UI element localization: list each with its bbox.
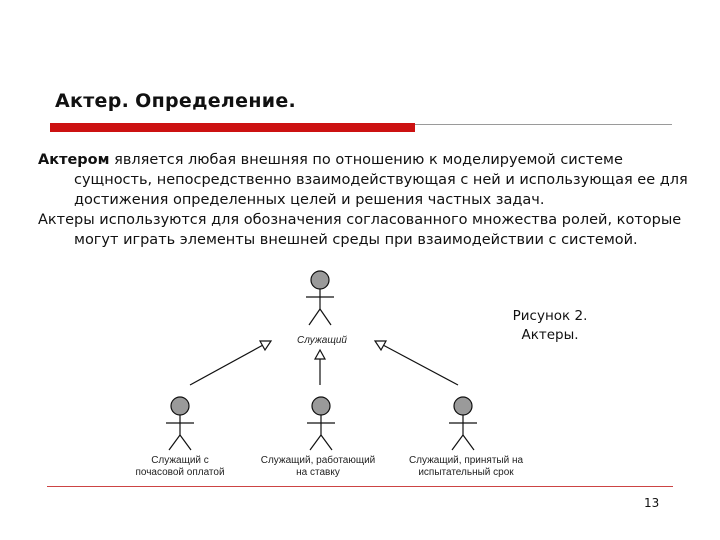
arrowhead-center — [315, 350, 325, 359]
actor-child-1-figure — [166, 397, 194, 450]
usage-paragraph: Актеры используются для обозначения согласованного множества ролей, которые могут играть элементы внешней среды при взаимодействии с системой. — [38, 212, 682, 248]
figure-caption — [480, 307, 620, 345]
footer-line — [47, 486, 673, 487]
page-number: 13 — [644, 496, 660, 510]
actor-child-1-label-line2: почасовой оплатой — [135, 467, 225, 478]
generalization-arrow-right — [383, 345, 458, 385]
actor-child-3-figure — [449, 397, 477, 450]
actor-parent-label: Служащий — [297, 335, 347, 346]
actor-child-2-label-line2: на ставку — [296, 467, 340, 478]
title-word-2: Определение. — [135, 90, 297, 112]
actor-child-1-label-line1: Служащий с — [151, 455, 209, 466]
actor-child-3-label-line2: испытательный срок — [418, 467, 514, 478]
actor-child-3-label-line1: Служащий, принятый на — [408, 455, 524, 466]
actor-child-2-figure — [307, 397, 335, 450]
title-word-1: Актер. — [55, 90, 130, 112]
generalization-arrow-left — [190, 345, 263, 385]
definition-text: является любая внешняя по отношению к моделируемой системе сущность, непосредственно взаимодействующая с ней и использующая ее для достижения определенных целей и решения частных задач. — [74, 152, 688, 208]
caption-line-2: Актеры. — [521, 327, 579, 343]
caption-line-1: Рисунок 2. — [512, 308, 588, 324]
actor-parent-figure — [306, 271, 334, 325]
definition-term: Актером — [38, 152, 110, 168]
actor-child-2-label-line1: Служащий, работающий — [260, 455, 376, 466]
